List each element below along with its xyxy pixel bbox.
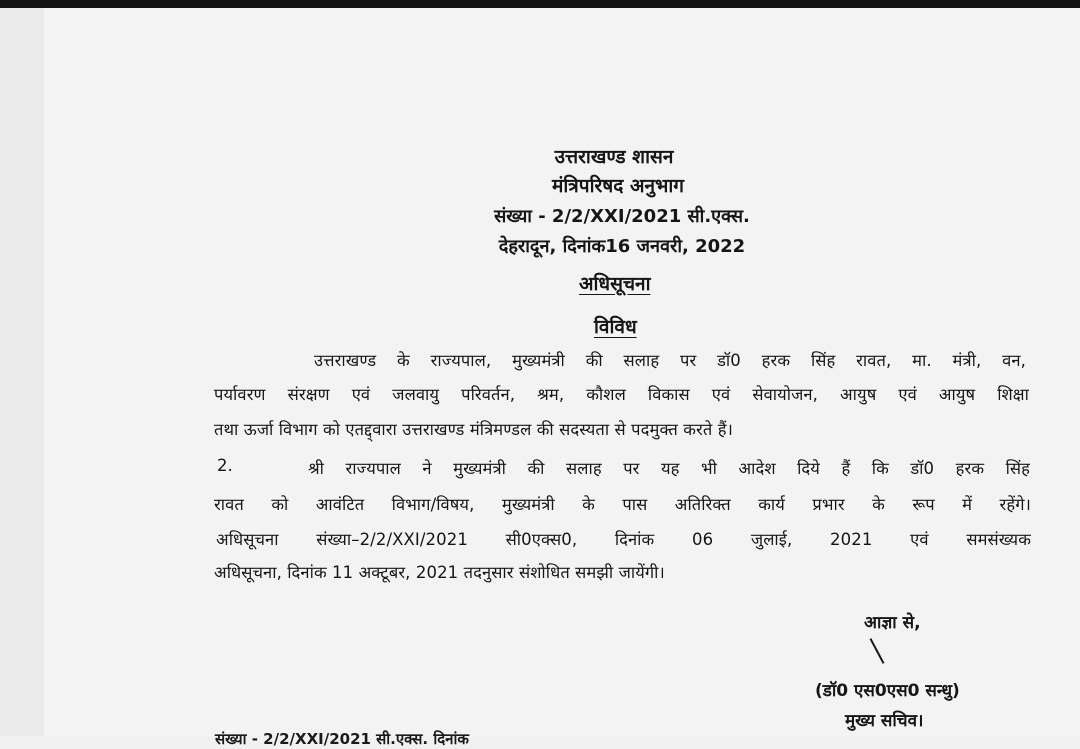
paragraph2-line1: श्री राज्यपाल ने मुख्यमंत्री की सलाह पर यह भी आदेश दिये हैं कि डॉ0 हरक सिंह — [308, 459, 1030, 478]
miscellaneous-heading: विविध — [594, 316, 637, 338]
signer-designation: मुख्य सचिव। — [845, 711, 924, 731]
signer-name: (डॉ0 एस0एस0 सन्धु) — [815, 681, 960, 701]
government-title: उत्तराखण्ड शासन — [554, 146, 674, 168]
page-left-gutter — [0, 8, 44, 736]
paragraph1-line1: उत्तराखण्ड के राज्यपाल, मुख्यमंत्री की सलाह पर डॉ0 हरक सिंह रावत, मा. मंत्री, वन, — [314, 351, 1026, 370]
order-text: आज्ञा से, — [864, 613, 921, 633]
section-title: मंत्रिपरिषद अनुभाग — [552, 175, 684, 197]
reference-number: संख्या - 2/2/XXI/2021 सी.एक्स. — [494, 206, 750, 227]
paragraph1-line3: तथा ऊर्जा विभाग को एतद्द्वारा उत्तराखण्ड मंत्रिमण्डल की सदस्यता से पदमुक्त करते हैं। — [214, 420, 733, 439]
footer-reference-partial: संख्या - 2/2/XXI/2021 सी.एक्स. दिनांक — [215, 730, 469, 748]
paragraph2-line2: रावत को आवंटित विभाग/विषय, मुख्यमंत्री के पास अतिरिक्त कार्य प्रभार के रूप में रहेंगे। — [214, 495, 1031, 514]
place-date: देहरादून, दिनांक16 जनवरी, 2022 — [498, 236, 746, 257]
paragraph2-number: 2. — [217, 456, 233, 475]
paragraph2-line4: अधिसूचना, दिनांक 11 अक्टूबर, 2021 तदनुसार संशोधित समझी जायेंगी। — [214, 563, 665, 582]
paragraph1-line2: पर्यावरण संरक्षण एवं जलवायु परिवर्तन, श्रम, कौशल विकास एवं सेवायोजन, आयुष एवं आयुष शिक्षा — [214, 385, 1029, 404]
screen-top-bar — [0, 0, 1080, 8]
paragraph2-line3: अधिसूचना संख्या–2/2/XXI/2021 सी0एक्स0, दिनांक 06 जुलाई, 2021 एवं समसंख्यक — [216, 530, 1031, 549]
notification-heading: अधिसूचना — [579, 273, 651, 295]
